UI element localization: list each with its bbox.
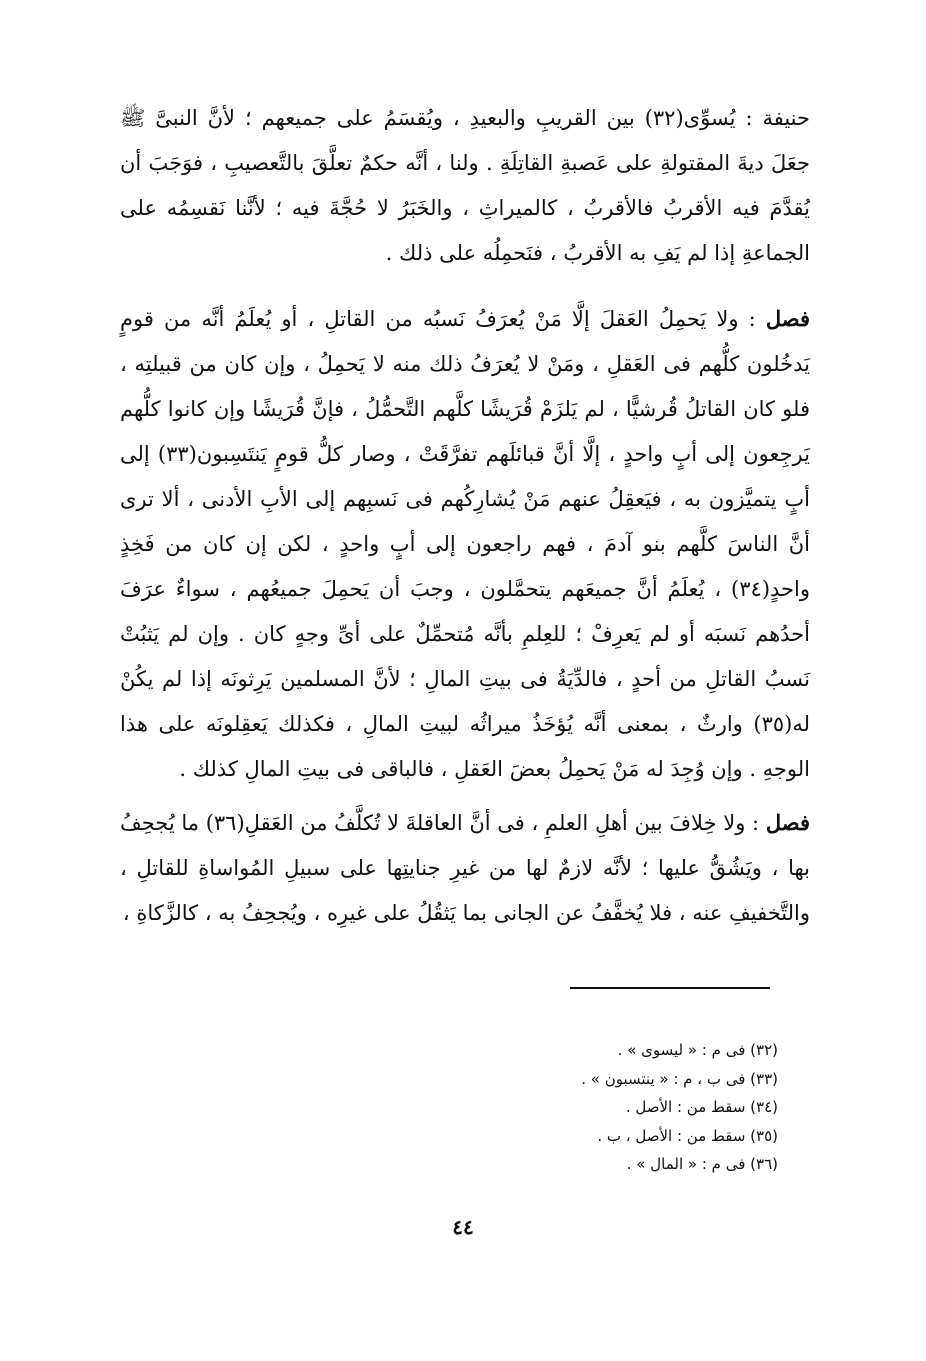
paragraph-2-text: : ولا يَحمِلُ العَقلَ إلَّا مَنْ يُعرَفُ نَسبُه من القاتلِ ، أو يُعلَمُ أنَّه من قومٍ يَدخُلون كلُّهم فى العَقلِ ، ومَنْ لا يُعرَفُ ذلك منه لا يَحمِلُ ، وإن كان من قبيلتِه ، فلو كان القاتلُ قُرشيًّا ، لم يَلزَمْ قُرَيشًا كلَّهم التَّحمُّلُ ، فإنَّ قُرَيشًا وإن كانوا كلُّهم يَرجِعون إلى أبٍ واحدٍ ، إلَّا أنَّ قبائلَهم تفرَّقَتْ ، وصار كلُّ قومٍ يَنتَسِبون(٣٣) إلى أبٍ يتميَّزون به ، فيَعقِلُ عنهم مَنْ يُشارِكُهم فى نَسبِهم إلى الأبِ الأدنى ، ألا ترى أنَّ الناسَ كلَّهم بنو آدمَ ، فهم راجعون إلى أبٍ واحدٍ ، لكن إن كان من فَخِذٍ واحدٍ(٣٤) ، يُعلَمُ أنَّ جميعَهم يتحمَّلون ، وجبَ أن يَحمِلَ جميعُهم ، سواءٌ عرَفَ أحدُهم نَسبَه أو لم يَعرِفْ ؛ للعِلمِ بأنَّه مُتحمِّلٌ على أىِّ وجهٍ كان . وإن لم يَثبُتْ نَسبُ القاتلِ من أحدٍ ، فالدِّيَةُ فى بيتِ المالِ ؛ لأنَّ المسلمين يَرِثونَه إذا لم يكُنْ له(٣٥) وارثٌ ، بمعنى أنَّه يُؤخَذُ ميراثُه لبيتِ المالِ ، فكذلك يَعقِلونَه على هذا الوجهِ . وإن وُجِدَ له مَنْ يَحمِلُ بعضَ العَقلِ ، فالباقى فى بيتِ المالِ كذلك . — [120, 307, 811, 781]
paragraph-1-text: حنيفة : يُسوِّى(٣٢) بين القريبِ والبعيدِ ، ويُقسَمُ على جميعهم ؛ لأنَّ النبىَّ ﷺ جعَلَ ديةَ المقتولةِ على عَصبةِ القاتِلَةِ . ولنا ، أنَّه حكمٌ تعلَّقَ بالتَّعصيبِ ، فوَجَبَ أن يُقدَّمَ فيه الأقربُ فالأقربُ ، كالميراثِ ، والخَبَرُ لا حُجَّةَ فيه ؛ لأنَّنا نَقسِمُه على الجماعةِ إذا لم يَفِ به الأقربُ ، فنَحمِلُه على ذلك . — [120, 106, 810, 265]
section-label: فصل — [765, 306, 810, 331]
footnote: (٣٦) فى م : « المال » . — [626, 1155, 778, 1173]
footnotes — [418, 1036, 778, 1179]
paragraph-1 — [120, 96, 810, 276]
footnote-divider — [570, 987, 770, 989]
paragraph-3-text: : ولا خِلافَ بين أهلِ العلمِ ، فى أنَّ العاقلةَ لا تُكلَّفُ من العَقلِ(٣٦) ما يُجحِفُ بها ، ويَشُقُّ عليها ؛ لأنَّه لازمٌ لها من غيرِ جنايتِها على سبيلِ المُواساةِ للقاتلِ ، والتَّخفيفِ عنه ، فلا يُخفَّفُ عن الجانى بما يَثقُلُ على غيرِه ، ويُجحِفُ به ، كالزَّكاةِ ، — [120, 811, 810, 925]
section-label: فصل — [765, 810, 810, 835]
footnote: (٣٢) فى م : « ليسوى » . — [617, 1041, 778, 1059]
footnote: (٣٤) سقط من : الأصل . — [625, 1098, 778, 1116]
page-number: ٤٤ — [452, 1215, 474, 1239]
paragraph-2 — [120, 296, 810, 792]
footnote: (٣٣) فى ب ، م : « ينتسبون » . — [581, 1069, 778, 1088]
footnote: (٣٥) سقط من : الأصل ، ب . — [597, 1126, 778, 1145]
paragraph-3 — [120, 800, 810, 936]
